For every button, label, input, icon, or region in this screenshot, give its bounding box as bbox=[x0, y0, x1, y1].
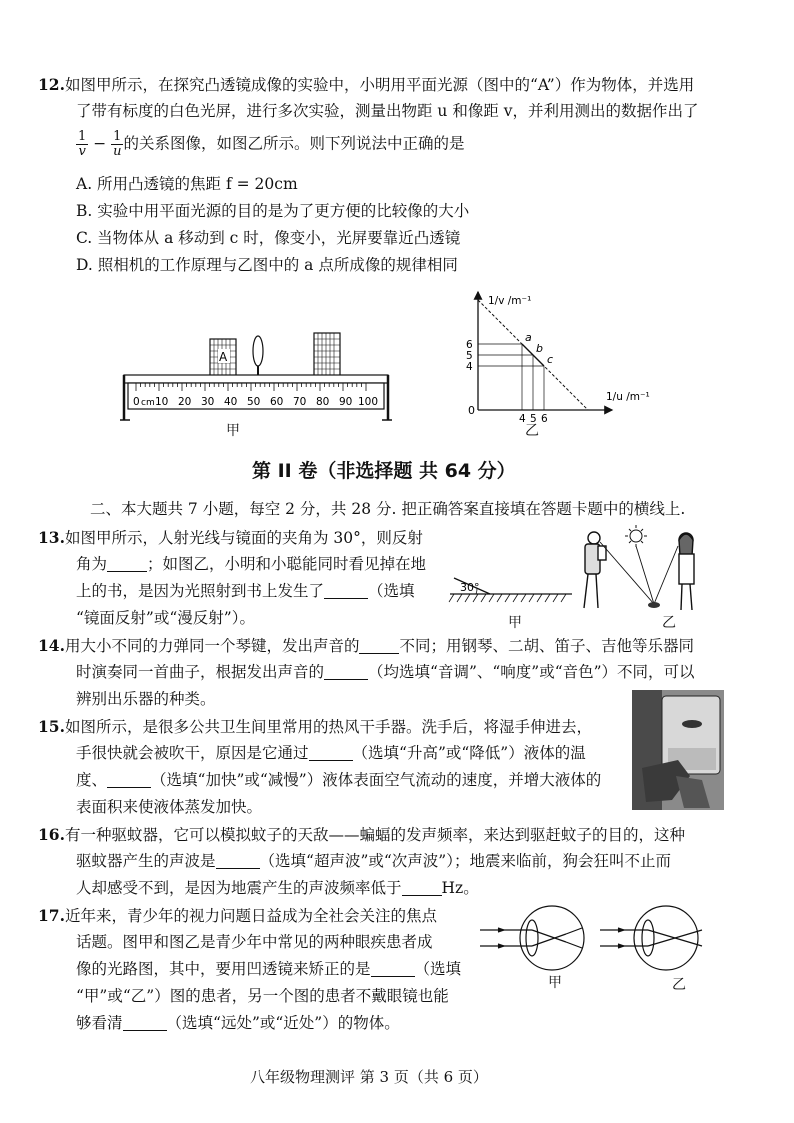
tick-70: 70 bbox=[293, 396, 307, 408]
tick-100: 100 bbox=[358, 396, 379, 408]
q17-line1: 17.近年来，青少年的视力问题日益成为全社会关注的焦点 bbox=[38, 906, 437, 925]
diffuse-reflection-figure bbox=[578, 524, 708, 616]
x-tick-label: 4 bbox=[519, 413, 526, 425]
q15-line3: 度、 （选填“加快”或“减慢”）液体表面空气流动的速度，并增大液体的 bbox=[76, 771, 602, 789]
y-axis-label: 1/v /m⁻¹ bbox=[488, 295, 532, 307]
q14-blank-2[interactable] bbox=[324, 662, 368, 680]
q13-line1: 13.如图甲所示，人射光线与镜面的夹角为 30°，则反射 bbox=[38, 528, 423, 547]
y-tick-label: 6 bbox=[466, 339, 473, 351]
q12-line3 bbox=[76, 130, 464, 159]
q14-number: 14. bbox=[38, 636, 65, 655]
q15-line4: 表面积来使液体蒸发加快。 bbox=[76, 798, 263, 816]
q12-option-b: B. 实验中用平面光源的目的是为了更方便的比较像的大小 bbox=[76, 202, 470, 220]
tick-30: 30 bbox=[201, 396, 215, 408]
tick-0: 0 bbox=[133, 396, 140, 408]
q13-line4: “镜面反射”或“漫反射”）。 bbox=[76, 609, 255, 627]
q13-blank-1[interactable] bbox=[107, 554, 147, 572]
tick-40: 40 bbox=[224, 396, 238, 408]
q13-fig-yi-caption: 乙 bbox=[662, 615, 676, 631]
angle-label: 30° bbox=[460, 581, 480, 594]
tick-90: 90 bbox=[339, 396, 353, 408]
tick-60: 60 bbox=[270, 396, 284, 408]
frac-1-over-v: $\frac{1}{v}$ bbox=[78, 129, 87, 159]
q17-blank-2[interactable] bbox=[123, 1013, 167, 1031]
q12-option-a: A. 所用凸透镜的焦距 f = 20cm bbox=[76, 175, 298, 193]
q12-line1 bbox=[38, 72, 694, 98]
point-label-b: b bbox=[536, 342, 543, 355]
x-tick-label: 6 bbox=[541, 413, 548, 425]
fig-jia-caption: 甲 bbox=[226, 423, 240, 439]
q12-number: 12. bbox=[38, 75, 65, 94]
point-label-a: a bbox=[525, 331, 532, 344]
eye-ray-diagrams bbox=[480, 902, 725, 977]
q17-number: 17. bbox=[38, 906, 65, 925]
book-icon bbox=[648, 602, 660, 608]
q14-line1: 14.用大小不同的力弹同一个琴键，发出声音的 不同；用钢琴、二胡、笛子、吉他等乐器同 bbox=[38, 636, 694, 655]
q14-line2: 时演奏同一首曲子，根据发出声音的 （均选填“音调”、“响度”或“音色”）不同，可以 bbox=[76, 663, 695, 681]
q13-blank-2[interactable] bbox=[324, 581, 368, 599]
q14-blank-1[interactable] bbox=[359, 636, 399, 654]
tick-50: 50 bbox=[247, 396, 261, 408]
q13-line3: 上的书，是因为光照射到书上发生了 （选填 bbox=[76, 582, 415, 600]
x-axis-label: 1/u /m⁻¹ bbox=[606, 391, 650, 403]
q12-text-3: 的关系图像，如图乙所示。则下列说法中正确的是 bbox=[123, 134, 465, 153]
q16-line1: 16.有一种驱蚊器，它可以模拟蚊子的天敌——蝙蝠的发声频率，来达到驱赶蚊子的目的，这种 bbox=[38, 825, 685, 844]
q16-line3: 人却感受不到，是因为地震产生的声波频率低于 Hz。 bbox=[76, 879, 479, 897]
reflection-angle-figure bbox=[446, 572, 576, 608]
y-tick-label: 5 bbox=[466, 350, 473, 362]
optical-bench-figure bbox=[118, 325, 400, 440]
page-footer: 八年级物理测评 第 3 页（共 6 页） bbox=[250, 1068, 488, 1086]
person-xiaocong-icon bbox=[679, 533, 694, 610]
tick-10: 10 bbox=[155, 396, 169, 408]
q15-line2: 手很快就会被吹干，原因是它通过 （选填“升高”或“降低”）液体的温 bbox=[76, 744, 586, 762]
tick-cm: cm bbox=[141, 398, 155, 408]
q17-fig-yi-caption: 乙 bbox=[672, 977, 686, 993]
q15-blank-2[interactable] bbox=[107, 770, 151, 788]
q12-option-d: D. 照相机的工作原理与乙图中的 a 点所成像的规律相同 bbox=[76, 256, 458, 274]
q17-line2: 话题。图甲和图乙是青少年中常见的两种眼疾患者成 bbox=[76, 933, 433, 951]
q15-number: 15. bbox=[38, 717, 65, 736]
q12-text-1: 如图甲所示，在探究凸透镜成像的实验中，小明用平面光源（图中的“A”）作为物体，并选用 bbox=[64, 76, 695, 94]
tick-80: 80 bbox=[316, 396, 330, 408]
q17-line5: 够看清 （选填“远处”或“近处”）的物体。 bbox=[76, 1014, 400, 1032]
q15-blank-1[interactable] bbox=[309, 743, 353, 761]
x-tick-label: 5 bbox=[530, 413, 537, 425]
q16-blank-2[interactable] bbox=[402, 878, 442, 896]
fig-yi-caption: 乙 bbox=[525, 423, 539, 439]
q15-line1: 15.如图所示，是很多公共卫生间里常用的热风干手器。洗手后，将湿手伸进去， bbox=[38, 717, 592, 736]
q17-line4: “甲”或“乙”）图的患者，另一个图的患者不戴眼镜也能 bbox=[76, 987, 449, 1005]
minus-sign: − bbox=[93, 134, 107, 153]
label-A: A bbox=[219, 350, 228, 364]
q12-option-c: C. 当物体从 a 移动到 c 时，像变小，光屏要靠近凸透镜 bbox=[76, 229, 461, 247]
part2-title: 第 II 卷（非选择题 共 64 分） bbox=[252, 460, 516, 482]
q16-number: 16. bbox=[38, 825, 65, 844]
tick-20: 20 bbox=[178, 396, 192, 408]
y-tick-label: 4 bbox=[466, 361, 473, 373]
origin-label: 0 bbox=[468, 404, 475, 417]
q17-fig-jia-caption: 甲 bbox=[548, 975, 562, 991]
eye-jia-icon bbox=[480, 906, 584, 970]
eye-yi-icon bbox=[600, 906, 702, 970]
sun-icon bbox=[625, 525, 647, 547]
q13-number: 13. bbox=[38, 528, 65, 547]
q16-blank-1[interactable] bbox=[216, 851, 260, 869]
q13-fig-jia-caption: 甲 bbox=[508, 615, 522, 631]
q14-line3: 辨别出乐器的种类。 bbox=[76, 690, 216, 708]
q16-line2: 驱蚊器产生的声波是 （选填“超声波”或“次声波”）；地震来临前，狗会狂叫不止而 bbox=[76, 852, 671, 870]
frac-1-over-u: $\frac{1}{u}$ bbox=[113, 129, 122, 159]
q17-line3: 像的光路图，其中，要用凹透镜来矫正的是 （选填 bbox=[76, 960, 462, 978]
part2-instruction: 二、本大题共 7 小题，每空 2 分，共 28 分. 把正确答案直接填在答题卡题中的横线上. bbox=[90, 500, 686, 518]
q12-text-2: 了带有标度的白色光屏，进行多次实验，测量出物距 u 和像距 v，并利用测出的数据作出了 bbox=[76, 102, 699, 120]
hand-dryer-photo bbox=[632, 690, 724, 810]
q17-blank-1[interactable] bbox=[371, 959, 415, 977]
person-xiaoming-icon bbox=[584, 532, 606, 608]
point-label-c: c bbox=[547, 353, 554, 366]
inverse-distance-graph bbox=[440, 282, 655, 432]
q13-line2: 角为 ；如图乙，小明和小聪能同时看见掉在地 bbox=[76, 555, 427, 573]
